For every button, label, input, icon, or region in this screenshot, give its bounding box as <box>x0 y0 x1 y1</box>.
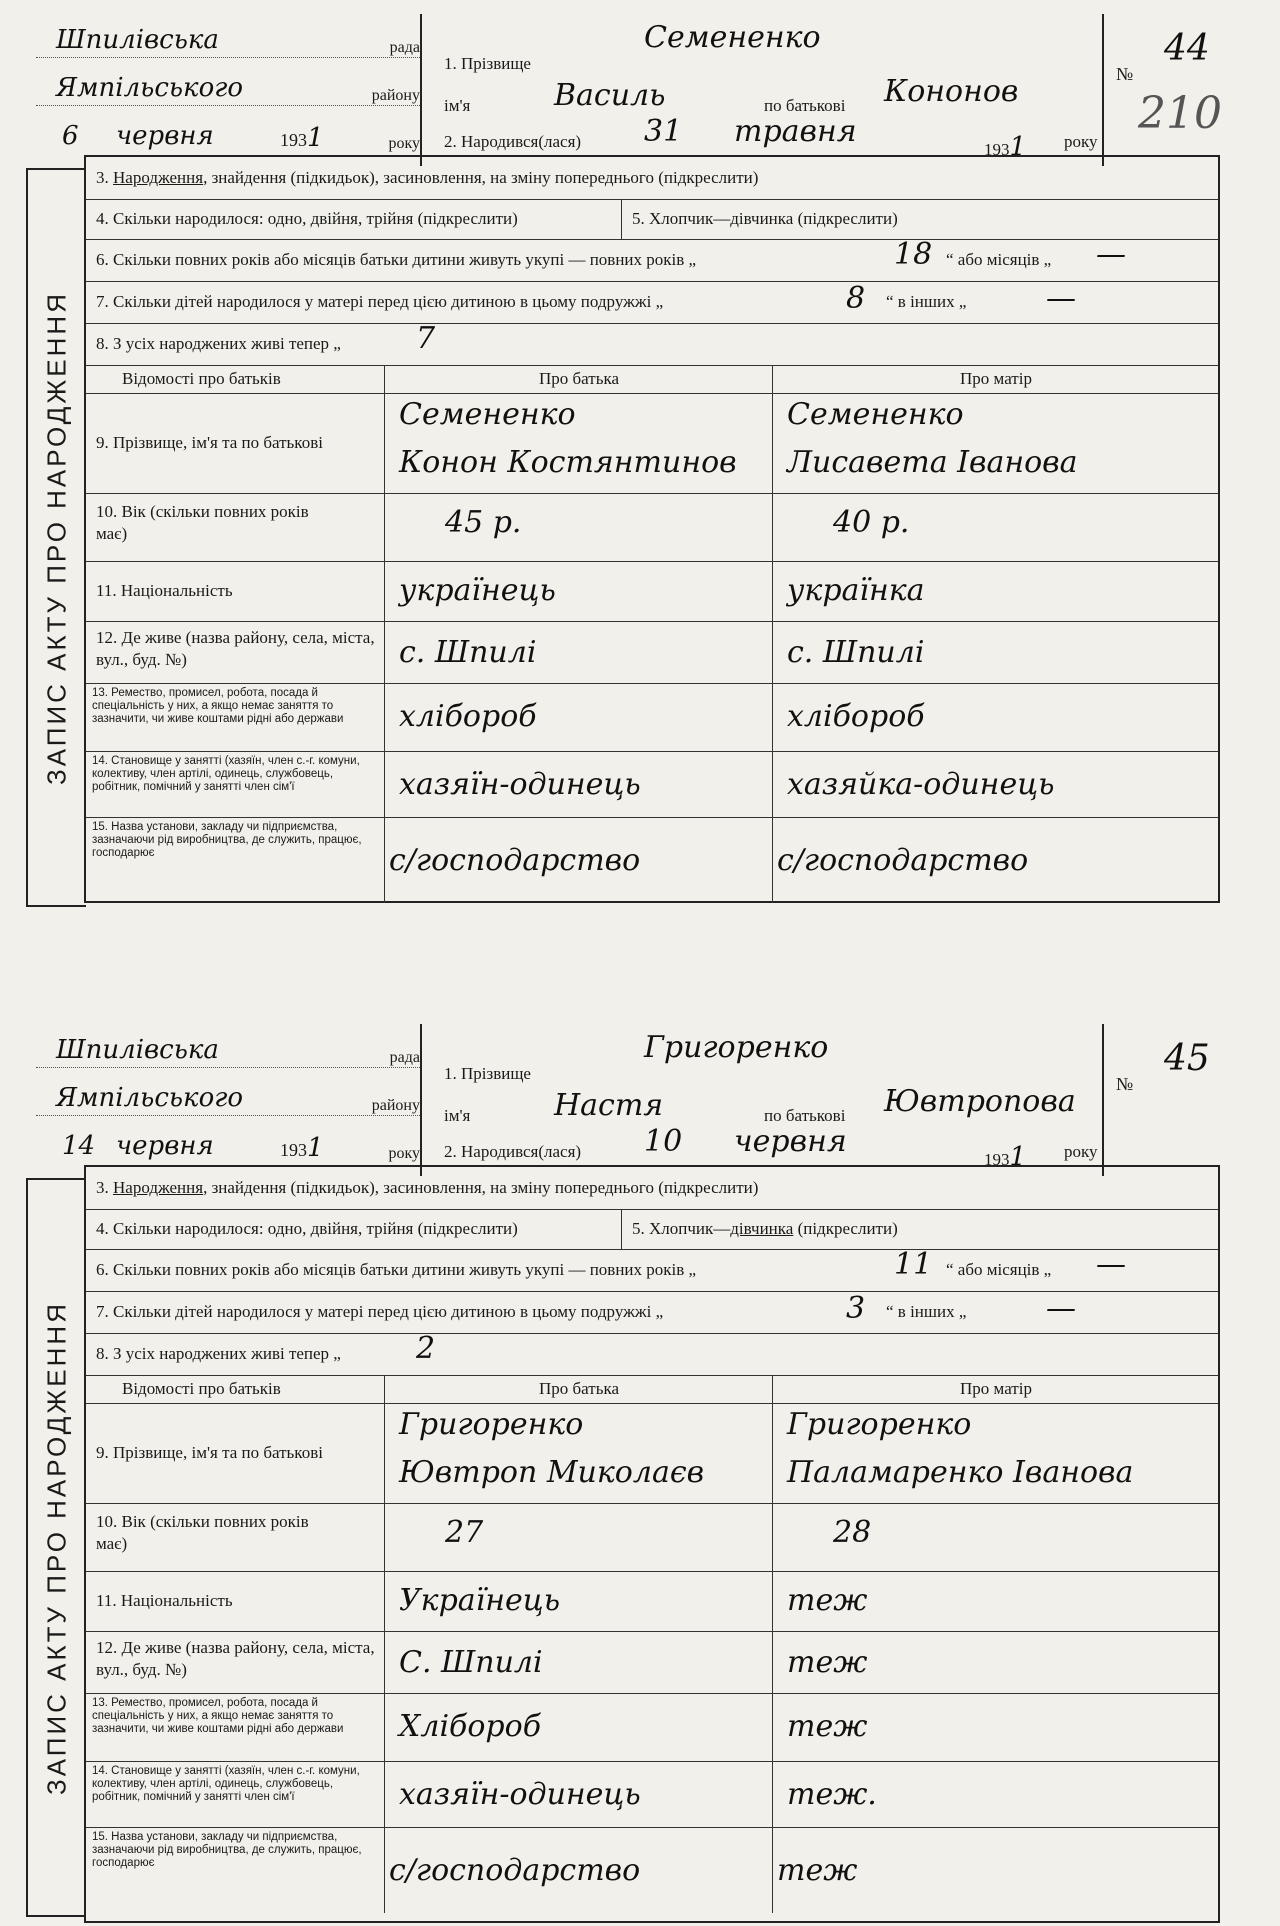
mother-surname: Григоренко <box>787 1407 972 1442</box>
alive-now: 7 <box>416 321 436 356</box>
father-status: хазяїн-одинець <box>399 1777 641 1812</box>
raion-label: району <box>371 1097 420 1114</box>
q9-row: 9. Прізвище, ім'я та по батькові Григоренко Ювтроп Миколаєв Григоренко Паламаренко Іванова <box>86 1403 1218 1504</box>
rada-line <box>36 14 420 58</box>
mother-age: 28 <box>833 1515 872 1550</box>
mother-nationality: теж <box>787 1583 868 1618</box>
months-together: — <box>1096 237 1126 272</box>
mother-residence: с. Шпилі <box>787 635 925 670</box>
children-before: 3 <box>846 1291 866 1326</box>
record-number: 44 <box>1164 28 1210 69</box>
raion-label: району <box>371 87 420 104</box>
q8-row: 8. З усіх народжених живі тепер „ 7 <box>86 323 1218 366</box>
q13-row: 13. Ремество, промисел, робота, посада й спеціальність у них, а якщо немає заняття то зазначити, чи живе коштами рідні або держави хлібороб хлібороб <box>86 683 1218 752</box>
q11-row: 11. Національність Українець теж <box>86 1571 1218 1632</box>
name-line: ім'я Василь по батькові Кононов <box>444 74 1019 115</box>
child-name: Настя <box>554 1088 664 1123</box>
parents-header-row: Відомості про батьків Про батька Про матір <box>86 1375 1218 1404</box>
number-label: № <box>1116 1074 1134 1094</box>
q14-row: 14. Становище у занятті (хазяїн, член с.-г. комуни, колективу, член артілі, одинець, службовець, робітник, помічний у занятті член сім'ї хазяїн-одинець хазяйка-одинець <box>86 751 1218 818</box>
father-surname: Семененко <box>399 397 576 432</box>
reg-year: 1931 <box>280 123 324 153</box>
children-before: 8 <box>846 281 866 316</box>
child-header <box>420 14 1102 166</box>
birth-day: 31 <box>644 114 683 149</box>
q7-row: 7. Скільки дітей народилося у матері перед цією дитиною в цьому подружжі „ 3 “ в інших „ — <box>86 1291 1218 1334</box>
record-number: 45 <box>1164 1038 1210 1079</box>
raion-line <box>36 1072 420 1116</box>
reg-month: червня <box>116 121 214 151</box>
rada-label: рада <box>389 1049 420 1066</box>
father-age: 27 <box>445 1515 484 1550</box>
rada-label: рада <box>389 39 420 56</box>
child-surname: Григоренко <box>644 1030 829 1065</box>
child-patronymic: Кононов <box>884 74 1019 109</box>
record-form <box>84 1165 1220 1923</box>
mother-occupation: теж <box>787 1709 868 1744</box>
child-surname: Семененко <box>644 20 821 55</box>
raion-value: Ямпільського <box>56 1083 244 1113</box>
mother-occupation: хлібороб <box>787 699 925 734</box>
mother-header: Про матір <box>960 369 1032 388</box>
q8-row: 8. З усіх народжених живі тепер „ 2 <box>86 1333 1218 1376</box>
q10-row: 10. Вік (скільки повних років має) 27 28 <box>86 1503 1218 1572</box>
reg-month: червня <box>116 1131 214 1161</box>
years-together: 11 <box>894 1247 933 1282</box>
name-line: ім'я Настя по батькові Ювтропова <box>444 1084 1076 1125</box>
rada-value: Шпилівська <box>56 25 219 55</box>
q6-row: 6. Скільки повних років або місяців батьки дитини живуть укупі — повних років „ 11 “ або місяців „ — <box>86 1249 1218 1292</box>
reg-year: 1931 <box>280 1133 324 1163</box>
child-patronymic: Ювтропова <box>884 1084 1076 1119</box>
q3-row: 3. Народження, знайдення (підкидьок), засиновлення, на зміну попереднього (підкреслити) <box>86 157 1218 200</box>
reg-day: 14 <box>62 1131 96 1161</box>
q13-row: 13. Ремество, промисел, робота, посада й спеціальність у них, а якщо немає заняття то зазначити, чи живе коштами рідні або держави Хлібороб теж <box>86 1693 1218 1762</box>
birth-line: 2. Народився(лася) 10 червня 1931 року <box>444 1124 1098 1172</box>
date-line <box>36 110 420 153</box>
q3-row: 3. Народження, знайдення (підкидьок), засиновлення, на зміну попереднього (підкреслити) <box>86 1167 1218 1210</box>
surname-line: 1. Прізвище Григоренко <box>444 1030 829 1083</box>
birth-year: 1931 <box>984 132 1027 162</box>
number-label: № <box>1116 64 1134 84</box>
q12-row: 12. Де живе (назва району, села, міста, вул., буд. №) с. Шпилі с. Шпилі <box>86 621 1218 684</box>
father-nationality: українець <box>399 573 556 608</box>
father-occupation: хлібороб <box>399 699 537 734</box>
rada-line <box>36 1024 420 1068</box>
father-institution: с/господарство <box>389 843 641 878</box>
mother-nationality: українка <box>787 573 925 608</box>
record-number-box <box>1102 14 1254 166</box>
child-name: Василь <box>554 78 666 113</box>
father-status: хазяїн-одинець <box>399 767 641 802</box>
mother-header: Про матір <box>960 1379 1032 1398</box>
record-number-box <box>1102 1024 1254 1176</box>
q12-row: 12. Де живе (назва району, села, міста, вул., буд. №) С. Шпилі теж <box>86 1631 1218 1694</box>
q15-row: 15. Назва установи, закладу чи підприємства, зазначаючи рід виробництва, де служить, працює, господарює с/господарство с/господарство <box>86 817 1218 903</box>
months-together: — <box>1096 1247 1126 1282</box>
registration-header <box>36 1024 420 1167</box>
children-other: — <box>1046 281 1076 316</box>
parents-header-row: Відомості про батьків Про батька Про матір <box>86 365 1218 394</box>
year-suffix: року <box>388 1145 420 1162</box>
years-together: 18 <box>894 237 933 272</box>
mother-institution: с/господарство <box>777 843 1029 878</box>
side-title: ЗАПИС АКТУ ПРО НАРОДЖЕННЯ <box>26 1178 86 1917</box>
father-institution: с/господарство <box>389 1853 641 1888</box>
mother-name: Лисавета Іванова <box>787 445 1078 480</box>
mother-status: теж. <box>787 1777 877 1812</box>
q11-row: 11. Національність українець українка <box>86 561 1218 622</box>
children-other: — <box>1046 1291 1076 1326</box>
father-occupation: Хлібороб <box>399 1709 542 1744</box>
alive-now: 2 <box>416 1331 436 1366</box>
mother-age: 40 р. <box>833 505 910 540</box>
father-nationality: Українець <box>399 1583 561 1618</box>
side-title: ЗАПИС АКТУ ПРО НАРОДЖЕННЯ <box>26 168 86 907</box>
q14-row: 14. Становище у занятті (хазяїн, член с.-г. комуни, колективу, член артілі, одинець, службовець, робітник, помічний у занятті член сім'ї хазяїн-одинець теж. <box>86 1761 1218 1828</box>
mother-surname: Семененко <box>787 397 964 432</box>
registration-header <box>36 14 420 157</box>
father-name: Конон Костянтинов <box>399 445 737 480</box>
birth-month: травня <box>734 114 857 149</box>
year-suffix: року <box>388 135 420 152</box>
mother-name: Паламаренко Іванова <box>787 1455 1134 1490</box>
birth-month: червня <box>734 1124 847 1159</box>
child-header <box>420 1024 1102 1176</box>
birth-record-1 <box>0 0 1280 905</box>
father-surname: Григоренко <box>399 1407 584 1442</box>
father-residence: с. Шпилі <box>399 635 537 670</box>
birth-year: 1931 <box>984 1142 1027 1172</box>
date-line <box>36 1120 420 1163</box>
q7-row: 7. Скільки дітей народилося у матері перед цією дитиною в цьому подружжі „ 8 “ в інших „ — <box>86 281 1218 324</box>
reg-day: 6 <box>62 121 79 151</box>
mother-institution: теж <box>777 1853 858 1888</box>
q4-q5-row: 4. Скільки народилося: одно, двійня, трійня (підкреслити) 5. Хлопчик—дівчинка (підкреслити) <box>86 1209 1218 1250</box>
rada-value: Шпилівська <box>56 1035 219 1065</box>
q9-row: 9. Прізвище, ім'я та по батькові Семененко Конон Костянтинов Семененко Лисавета Іванова <box>86 393 1218 494</box>
q15-row: 15. Назва установи, закладу чи підприємства, зазначаючи рід виробництва, де служить, працює, господарює с/господарство теж <box>86 1827 1218 1913</box>
father-name: Ювтроп Миколаєв <box>399 1455 705 1490</box>
raion-value: Ямпільського <box>56 73 244 103</box>
record-number-2: 210 <box>1138 88 1222 139</box>
raion-line <box>36 62 420 106</box>
father-header: Про батька <box>538 369 619 388</box>
father-header: Про батька <box>538 1379 619 1398</box>
q6-row: 6. Скільки повних років або місяців батьки дитини живуть укупі — повних років „ 18 “ або місяців „ — <box>86 239 1218 282</box>
surname-line: 1. Прізвище Семененко <box>444 20 821 73</box>
mother-status: хазяйка-одинець <box>787 767 1055 802</box>
record-form <box>84 155 1220 903</box>
birth-record-2 <box>0 1010 1280 1926</box>
q4-q5-row: 4. Скільки народилося: одно, двійня, трійня (підкреслити) 5. Хлопчик—дівчинка (підкреслити) <box>86 199 1218 240</box>
father-age: 45 р. <box>445 505 522 540</box>
father-residence: С. Шпилі <box>399 1645 543 1680</box>
q10-row: 10. Вік (скільки повних років має) 45 р. 40 р. <box>86 493 1218 562</box>
mother-residence: теж <box>787 1645 868 1680</box>
birth-day: 10 <box>644 1124 683 1159</box>
birth-line: 2. Народився(лася) 31 травня 1931 року <box>444 114 1098 162</box>
